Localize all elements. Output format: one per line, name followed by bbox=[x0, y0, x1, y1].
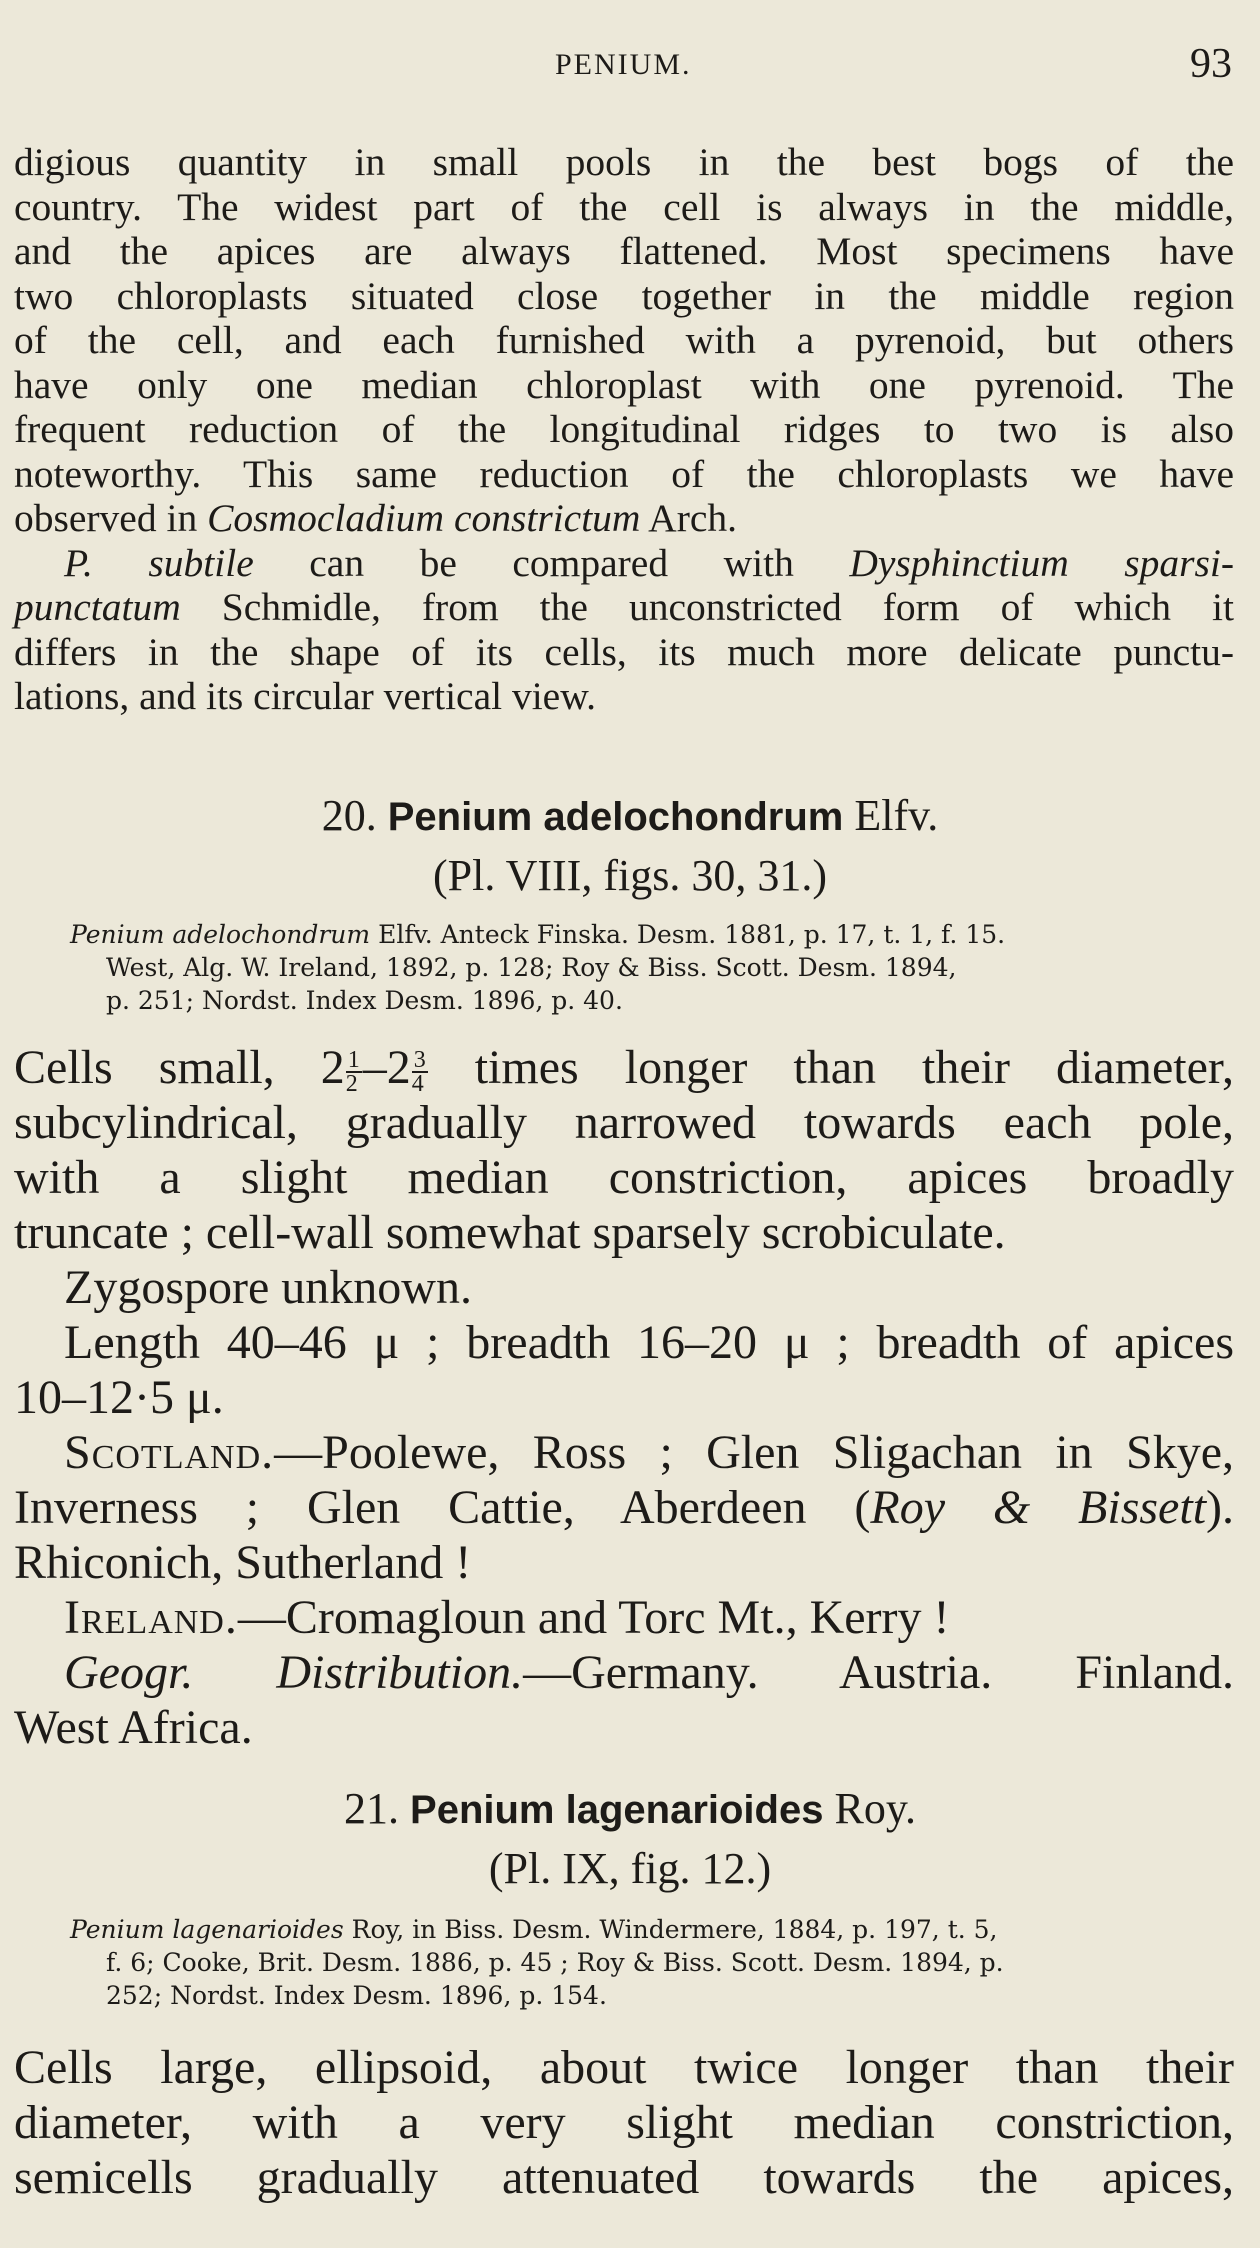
citation-block-21 bbox=[70, 1913, 1230, 2012]
entry-author: Elfv. bbox=[843, 791, 939, 840]
text-line: diameter, with a very slight median constriction, bbox=[14, 2096, 1234, 2149]
distribution-line: Geogr. Distribution.—Germany. Austria. Finland. bbox=[64, 1646, 1235, 1699]
locality-line: Inverness ; Glen Cattie, Aberdeen (Roy & Bissett). bbox=[14, 1481, 1235, 1534]
citation-line: 252; Nordst. Index Desm. 1896, p. 154. bbox=[106, 1981, 607, 2010]
running-title: PENIUM. bbox=[555, 48, 692, 81]
text-line: truncate ; cell-wall somewhat sparsely scrobiculate. bbox=[14, 1206, 1006, 1259]
region-label: Scotland. bbox=[64, 1426, 275, 1479]
citation-line: p. 251; Nordst. Index Desm. 1896, p. 40. bbox=[106, 986, 623, 1015]
locality-line: Scotland.—Poolewe, Ross ; Glen Sligachan in Skye, bbox=[64, 1426, 1234, 1479]
citation-line: f. 6; Cooke, Brit. Desm. 1886, p. 45 ; Roy & Biss. Scott. Desm. 1894, p. bbox=[106, 1948, 1004, 1977]
text-line: country. The widest part of the cell is always in the middle, bbox=[14, 184, 1234, 229]
text-line: with a slight median constriction, apices broadly bbox=[14, 1151, 1234, 1204]
distribution-line: West Africa. bbox=[14, 1701, 253, 1754]
species-name: P. subtile bbox=[64, 540, 254, 585]
text-line: differs in the shape of its cells, its much more delicate punctu- bbox=[14, 629, 1234, 674]
entry-species: Penium lagenarioides bbox=[410, 1788, 824, 1832]
text-line: Zygospore unknown. bbox=[64, 1261, 472, 1314]
species-name: punctatum bbox=[14, 585, 181, 629]
fraction: $\frac{3}{4}$ bbox=[411, 1046, 426, 1097]
page-header bbox=[0, 40, 1260, 100]
plate-reference-21: (Pl. IX, fig. 12.) bbox=[488, 1844, 772, 1893]
region-label: Ireland. bbox=[64, 1591, 238, 1644]
text-line: lations, and its circular vertical view. bbox=[14, 674, 597, 718]
description-20 bbox=[14, 1040, 1234, 1755]
entry-number: 21. bbox=[344, 1784, 400, 1833]
text-line: Cells large, ellipsoid, about twice longer than their bbox=[14, 2041, 1234, 2094]
citation-line: Penium lagenarioides Roy, in Biss. Desm. Windermere, 1884, p. 197, t. 5, bbox=[70, 1915, 998, 1944]
species-name: Dysphinctium sparsi- bbox=[849, 540, 1234, 585]
fraction: $\frac{1}{2}$ bbox=[345, 1046, 360, 1097]
text-line: observed in Cosmocladium constrictum Arch. bbox=[14, 496, 738, 540]
text-line: two chloroplasts situated close together in the middle region bbox=[14, 273, 1234, 318]
citation-line: West, Alg. W. Ireland, 1892, p. 128; Roy & Biss. Scott. Desm. 1894, bbox=[106, 953, 957, 982]
citation-line: Penium adelochondrum Elfv. Anteck Finska. Desm. 1881, p. 17, t. 1, f. 15. bbox=[70, 920, 1006, 949]
text-line: of the cell, and each furnished with a pyrenoid, but others bbox=[14, 318, 1234, 362]
text-line: semicells gradually attenuated towards the apices, bbox=[14, 2151, 1234, 2204]
text-line: punctatum Schmidle, from the unconstricted form of which it bbox=[14, 585, 1234, 629]
measurements-line: 10–12·5 μ. bbox=[14, 1371, 224, 1424]
text-line: and the apices are always flattened. Most specimens have bbox=[14, 229, 1234, 273]
entry-species: Penium adelochondrum bbox=[387, 795, 844, 839]
plate-reference-20: (Pl. VIII, figs. 30, 31.) bbox=[433, 851, 827, 900]
measurements-line: Length 40–46 μ ; breadth 16–20 μ ; breadth of apices bbox=[64, 1316, 1234, 1369]
species-name: Cosmocladium constrictum bbox=[207, 496, 641, 540]
entry-number: 20. bbox=[321, 791, 377, 840]
collector-names: Roy & Bissett bbox=[870, 1481, 1207, 1534]
entry-heading-21 bbox=[0, 1780, 1260, 1839]
text-line: noteworthy. This same reduction of the chloroplasts we have bbox=[14, 451, 1234, 496]
locality-line: Rhiconich, Sutherland ! bbox=[14, 1536, 472, 1589]
description-21 bbox=[14, 2040, 1234, 2205]
distribution-label: Geogr. Distribution. bbox=[64, 1646, 524, 1699]
text-line: P. subtile can be compared with Dysphinctium sparsi- bbox=[64, 540, 1234, 585]
intro-paragraph bbox=[14, 140, 1234, 719]
text-line: subcylindrical, gradually narrowed towards each pole, bbox=[14, 1096, 1234, 1149]
entry-author: Roy. bbox=[823, 1784, 916, 1833]
text-line: frequent reduction of the longitudinal ridges to two is also bbox=[14, 407, 1234, 451]
text-line: have only one median chloroplast with one pyrenoid. The bbox=[14, 362, 1234, 407]
locality-line: Ireland.—Cromagloun and Torc Mt., Kerry ! bbox=[64, 1591, 950, 1644]
citation-block-20 bbox=[70, 918, 1230, 1017]
text-line: digious quantity in small pools in the best bogs of the bbox=[14, 140, 1234, 184]
text-line: Cells small, 2 $\frac{1}{2}$ –2 $\frac{3}{4}$ times longer than their diameter, bbox=[14, 1041, 1234, 1097]
page-number: 93 bbox=[1190, 41, 1232, 87]
entry-heading-20 bbox=[0, 787, 1260, 846]
